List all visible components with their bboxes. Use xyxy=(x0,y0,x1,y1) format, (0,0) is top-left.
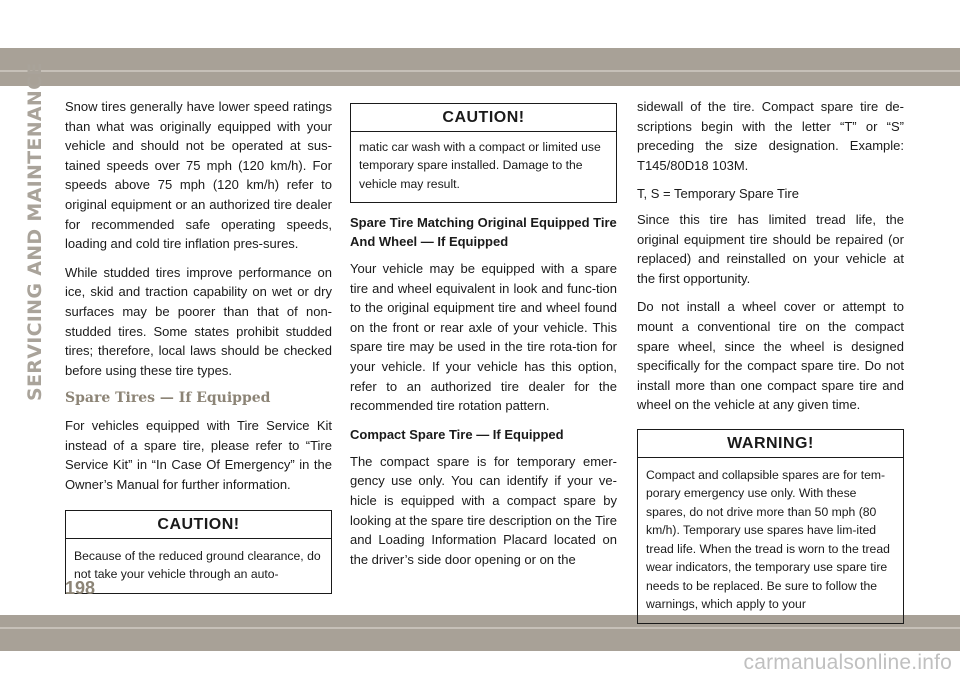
paragraph-temporary-spare-def: T, S = Temporary Spare Tire xyxy=(637,186,799,202)
paragraph-snow-tires: Snow tires generally have lower speed ratings than what was originally equipped with your vehicle and should not be operated at sus-tained speeds over 75 mph (120 km/h). For speeds above 75 mph (120 km/h) refer to original equipment or an authorized tire dealer for recommended safe operating speeds, loading and cold tire inflation pres-sures. xyxy=(65,99,332,252)
heading-spare-tires: Spare Tires — If Equipped xyxy=(65,390,271,407)
paragraph-tire-service-kit: For vehicles equipped with Tire Service Kit instead of a spare tire, please refer to “Tire Service Kit” in “In Case Of Emergency” in the Owner’s Manual for further information. xyxy=(65,417,332,492)
heading-compact-spare: Compact Spare Tire — If Equipped xyxy=(350,426,564,442)
paragraph-wheel-cover: Do not install a wheel cover or attempt to mount a conventional tire on the compact spare wheel, since the wheel is designed specifically for the compact spare tire. Do not install more than one compact spare tire and wheel on the vehicle at any given time. xyxy=(637,299,904,413)
caution-title: CAUTION! xyxy=(351,104,616,132)
caution-title: CAUTION! xyxy=(66,511,331,539)
paragraph-studded-tires: While studded tires improve performance on ice, skid and traction capability on wet or dry surfaces may be poorer than that of non-studded tires. Some states prohibit studded tires; therefore, local laws should be checked before using these tire types. xyxy=(65,264,332,378)
watermark: carmanualsonline.info xyxy=(743,651,952,674)
warning-text: Compact and collapsible spares are for tem-porary emergency use only. With these spares, do not drive more than 50 mph (80 km/h). Temporary use spares have lim-ited tread life. When the tread is worn to the tread wear indicators, the temporary use spare tire needs to be replaced. Be sure to follow the warnings, which apply to your xyxy=(646,467,890,611)
header-band xyxy=(0,48,960,86)
warning-box xyxy=(637,429,904,624)
caution-box-2 xyxy=(350,103,617,203)
caution-box-1 xyxy=(65,510,332,594)
section-title-vertical: SERVICING AND MAINTENANCE xyxy=(24,62,46,401)
caution-text: Because of the reduced ground clearance, do not take your vehicle through an auto- xyxy=(74,548,321,582)
column-2 xyxy=(350,103,617,578)
paragraph-tire-descriptions: sidewall of the tire. Compact spare tire de-scriptions begin with the letter “T” or “S” preceding the size designation. Example: T145/80D18 103M. xyxy=(637,99,904,173)
header-band-line xyxy=(0,70,960,72)
paragraph-compact-spare: The compact spare is for temporary emer-gency use only. You can identify if your ve-hicle is equipped with a compact spare by looking at the spare tire description on the Tire and Loading Information Placard located on the driver’s side door opening or on the xyxy=(350,453,617,567)
paragraph-matching-spare: Your vehicle may be equipped with a spare tire and wheel equivalent in look and func-tion to the original equipment tire and wheel found on the front or rear axle of your vehicle. This spare tire may be used in the tire rota-tion for your vehicle. If your vehicle has this option, refer to an authorized tire dealer for the recommended tire rotation pattern. xyxy=(350,261,617,414)
heading-matching-spare: Spare Tire Matching Original Equipped Tire And Wheel — If Equipped xyxy=(350,215,617,250)
paragraph-limited-tread: Since this tire has limited tread life, the original equipment tire should be repaired (or replaced) and reinstalled on your vehicle at the first opportunity. xyxy=(637,211,904,286)
warning-title: WARNING! xyxy=(638,430,903,458)
column-1 xyxy=(65,97,332,604)
column-3 xyxy=(637,97,904,634)
caution-text: matic car wash with a compact or limited use temporary spare installed. Damage to the vehicle may result. xyxy=(359,139,601,191)
page-number: 198 xyxy=(65,578,96,598)
